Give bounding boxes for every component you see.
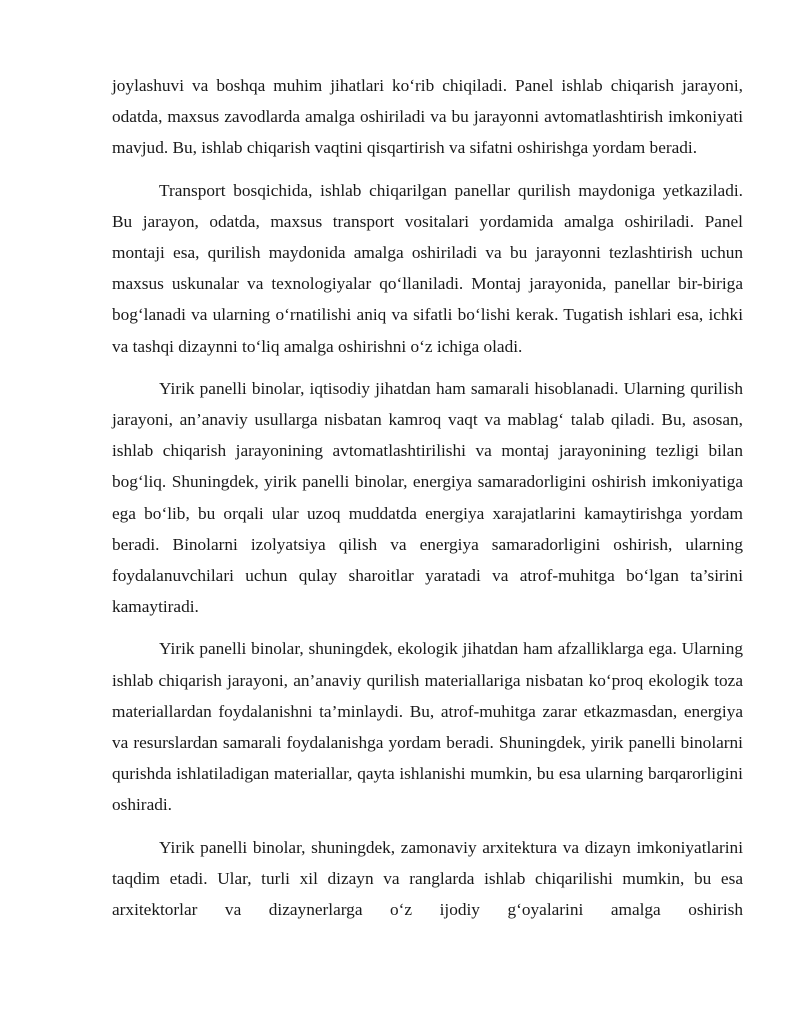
paragraph-5: Yirik panelli binolar, shuningdek, zamonaviy arxitektura va dizayn imkoniyatlarini taqdim etadi. Ular, turli xil dizayn va ranglarda ishlab chiqarilishi mumkin, bu esa arxitektorlar va dizaynerlarga oʻz ijodiy gʻoyalarini amalga oshirish [112, 837, 743, 920]
document-page [112, 70, 743, 936]
paragraph-3: Yirik panelli binolar, iqtisodiy jihatdan ham samarali hisoblanadi. Ularning qurilish jarayoni, an’anaviy usullarga nisbatan kamroq vaqt va mablagʻ talab qiladi. Bu, asosan, ishlab chiqarish jarayonining avtomatlashtirilishi va montaj jarayonining tezligi bilan bogʻliq. Shuningdek, yirik panelli binolar, energiya samaradorligini oshirish imkoniyatiga ega boʻlib, bu orqali ular uzoq muddatda energiya xarajatlarini kamaytirishga yordam beradi. Binolarni izolyatsiya qilish va energiya samaradorligini oshirish, ularning foydalanuvchilari uchun qulay sharoitlar yaratadi va atrof-muhitga boʻlgan ta’sirini kamaytiradi. [112, 378, 743, 617]
paragraph-1: joylashuvi va boshqa muhim jihatlari koʻrib chiqiladi. Panel ishlab chiqarish jarayoni, odatda, maxsus zavodlarda amalga oshiriladi va bu jarayonni avtomatlashtirish imkoniyati mavjud. Bu, ishlab chiqarish vaqtini qisqartirish va sifatni oshirishga yordam beradi. [112, 76, 743, 158]
paragraph-2: Transport bosqichida, ishlab chiqarilgan panellar qurilish maydoniga yetkaziladi. Bu jarayon, odatda, maxsus transport vositalari yordamida amalga oshiriladi. Panel montaji esa, qurilish maydonida amalga oshiriladi va bu jarayonni tezlashtirish uchun maxsus uskunalar va texnologiyalar qoʻllaniladi. Montaj jarayonida, panellar bir-biriga bogʻlanadi va ularning oʻrnatilishi aniq va sifatli boʻlishi kerak. Tugatish ishlari esa, ichki va tashqi dizaynni toʻliq amalga oshirishni oʻz ichiga oladi. [112, 180, 743, 356]
paragraph-4: Yirik panelli binolar, shuningdek, ekologik jihatdan ham afzalliklarga ega. Ularning ishlab chiqarish jarayoni, an’anaviy qurilish materiallariga nisbatan koʻproq ekologik toza materiallardan foydalanishni ta’minlaydi. Bu, atrof-muhitga zarar etkazmasdan, energiya va resurslardan samarali foydalanishga yordam beradi. Shuningdek, yirik panelli binolarni qurishda ishlatiladigan materiallar, qayta ishlanishi mumkin, bu esa ularning barqarorligini oshiradi. [112, 639, 743, 815]
